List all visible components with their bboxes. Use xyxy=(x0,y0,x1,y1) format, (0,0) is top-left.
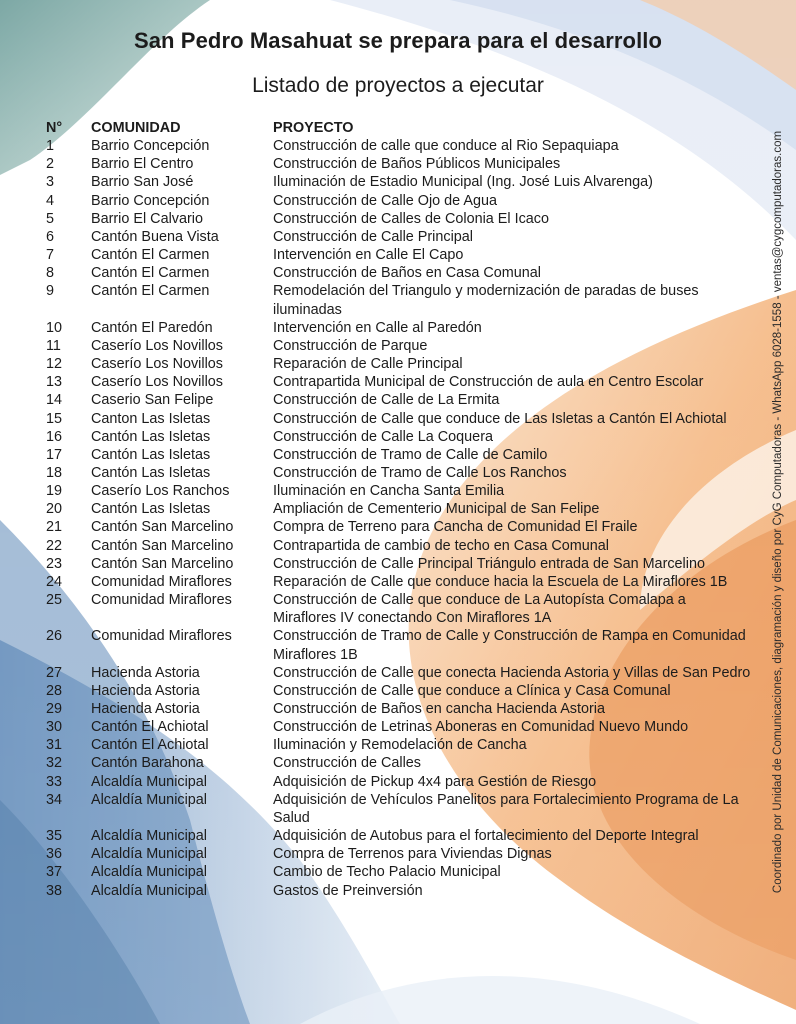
table-row xyxy=(46,718,756,736)
row-community: Cantón El Carmen xyxy=(91,265,210,282)
row-number: 37 xyxy=(46,864,63,881)
row-number: 30 xyxy=(46,719,63,736)
row-number: 33 xyxy=(46,773,63,790)
row-project: Remodelación del Triangulo y modernización de paradas de buses iluminadas xyxy=(273,283,699,318)
table-row xyxy=(46,736,756,754)
table-row xyxy=(46,373,756,391)
table-row xyxy=(46,555,756,573)
row-project: Construcción de Tramo de Calle Los Ranchos xyxy=(273,464,567,481)
row-number: 27 xyxy=(46,664,63,681)
table-row xyxy=(46,700,756,718)
row-community: Cantón San Marcelino xyxy=(91,519,234,536)
table-row xyxy=(46,627,756,663)
row-community: Hacienda Astoria xyxy=(91,701,200,717)
row-community: Alcaldía Municipal xyxy=(91,846,207,863)
row-project: Construcción de Parque xyxy=(273,337,428,354)
row-community: Alcaldía Municipal xyxy=(91,791,207,808)
row-number: 28 xyxy=(46,682,63,699)
row-number: 26 xyxy=(46,628,63,645)
row-project: Construcción de Calle que conduce de La Autopísta Comalapa a Miraflores IV conectando Con Miraflores 1A xyxy=(273,592,686,627)
row-community: Comunidad Miraflores xyxy=(91,592,232,609)
row-project: Construcción de Calles xyxy=(273,755,421,772)
row-community: Barrio Concepción xyxy=(91,138,210,155)
row-community: Comunidad Miraflores xyxy=(91,628,232,645)
row-community: Cantón El Paredón xyxy=(91,319,213,336)
table-row xyxy=(46,682,756,700)
row-community: Comunidad Miraflores xyxy=(91,573,232,590)
row-number: 20 xyxy=(46,501,63,518)
row-project: Construcción de Tramo de Calle de Camilo xyxy=(273,446,548,463)
row-community: Cantón Barahona xyxy=(91,755,204,772)
table-header-row xyxy=(46,119,756,137)
row-community: Alcaldía Municipal xyxy=(91,773,207,790)
row-community: Hacienda Astoria xyxy=(91,682,200,699)
row-number: 9 xyxy=(46,283,55,300)
row-project: Iluminación de Estadio Municipal (Ing. José Luis Alvarenga) xyxy=(273,174,653,191)
table-row xyxy=(46,173,756,191)
row-community: Barrio El Calvario xyxy=(91,210,203,227)
row-project: Construcción de Calle que conecta Hacienda Astoria y Villas de San Pedro xyxy=(273,664,751,681)
table-row xyxy=(46,754,756,772)
row-number: 13 xyxy=(46,374,63,391)
row-project: Construcción de Baños Públicos Municipales xyxy=(273,156,561,173)
row-number: 22 xyxy=(46,537,63,554)
row-community: Cantón Las Isletas xyxy=(91,428,211,445)
table-row xyxy=(46,391,756,409)
row-community: Caserio San Felipe xyxy=(91,392,214,409)
page-subtitle: Listado de proyectos a ejecutar xyxy=(252,74,544,97)
row-project: Construcción de Calle Ojo de Agua xyxy=(273,192,497,209)
table-row xyxy=(46,155,756,173)
row-project: Compra de Terreno para Cancha de Comunidad El Fraile xyxy=(273,519,638,536)
table-row xyxy=(46,446,756,464)
row-number: 15 xyxy=(46,410,63,427)
row-project: Adquisición de Pickup 4x4 para Gestión de Riesgo xyxy=(273,773,597,790)
row-community: Cantón Las Isletas xyxy=(91,464,211,481)
row-number: 32 xyxy=(46,755,63,772)
row-project: Contrapartida Municipal de Construcción de aula en Centro Escolar xyxy=(273,374,704,391)
row-project: Intervención en Calle El Capo xyxy=(273,247,464,264)
row-community: Cantón Las Isletas xyxy=(91,446,211,463)
row-community: Barrio San José xyxy=(91,174,194,191)
table-row xyxy=(46,482,756,500)
row-project: Construcción de Calle La Coquera xyxy=(273,428,493,445)
table-row xyxy=(46,664,756,682)
table-row xyxy=(46,845,756,863)
projects-table xyxy=(46,119,756,900)
row-community: Alcaldía Municipal xyxy=(91,864,207,881)
table-row xyxy=(46,573,756,591)
row-project: Construcción de Calles de Colonia El Icaco xyxy=(273,210,549,227)
row-number: 17 xyxy=(46,446,63,463)
table-row xyxy=(46,246,756,264)
row-community: Cantón San Marcelino xyxy=(91,555,234,572)
row-number: 25 xyxy=(46,592,63,609)
row-project: Adquisición de Vehículos Panelitos para Fortalecimiento Programa de La Salud xyxy=(273,791,739,826)
table-row xyxy=(46,282,756,318)
row-number: 35 xyxy=(46,828,63,845)
row-project: Construcción de calle que conduce al Rio Sepaquiapa xyxy=(273,138,619,155)
side-credit-text: Coordinado por Unidad de Comunicaciones, diagramación y diseño por CyG Computadoras - WhatsApp 6028-1558 - ventas@cygcomputadoras.com xyxy=(772,130,784,894)
row-number: 4 xyxy=(46,192,55,209)
table-row xyxy=(46,264,756,282)
row-project: Construcción de Calle Principal Triángulo entrada de San Marcelino xyxy=(273,555,705,572)
row-number: 34 xyxy=(46,791,63,808)
row-community: Hacienda Astoria xyxy=(91,664,200,681)
row-number: 21 xyxy=(46,519,63,536)
row-number: 8 xyxy=(46,265,55,282)
row-project: Reparación de Calle que conduce hacia la Escuela de La Miraflores 1B xyxy=(273,573,728,590)
table-row xyxy=(46,228,756,246)
row-number: 18 xyxy=(46,464,63,481)
row-number: 6 xyxy=(46,228,55,245)
row-project: Adquisición de Autobus para el fortalecimiento del Deporte Integral xyxy=(273,828,699,845)
row-community: Caserío Los Novillos xyxy=(91,356,223,373)
row-community: Cantón Buena Vista xyxy=(91,228,219,245)
row-community: Cantón El Achiotal xyxy=(91,719,209,736)
row-project: Construcción de Calle Principal xyxy=(273,228,473,245)
row-number: 2 xyxy=(46,156,55,173)
table-row xyxy=(46,192,756,210)
row-community: Cantón San Marcelino xyxy=(91,537,234,554)
row-project: Iluminación en Cancha Santa Emilia xyxy=(273,483,505,500)
row-number: 3 xyxy=(46,174,55,191)
row-number: 7 xyxy=(46,247,55,264)
row-number: 11 xyxy=(46,337,61,354)
row-project: Ampliación de Cementerio Municipal de San Felipe xyxy=(273,501,600,518)
table-row xyxy=(46,791,756,827)
table-row xyxy=(46,410,756,428)
table-row xyxy=(46,337,756,355)
page-title: San Pedro Masahuat se prepara para el desarrollo xyxy=(133,28,663,53)
row-project: Reparación de Calle Principal xyxy=(273,356,463,373)
table-row xyxy=(46,537,756,555)
header-community: COMUNIDAD xyxy=(91,120,181,136)
row-community: Cantón El Carmen xyxy=(91,247,210,264)
row-number: 38 xyxy=(46,882,63,899)
table-row xyxy=(46,464,756,482)
row-project: Iluminación y Remodelación de Cancha xyxy=(273,737,527,754)
row-project: Gastos de Preinversión xyxy=(273,882,423,899)
header-number: N° xyxy=(46,120,63,136)
row-community: Caserío Los Novillos xyxy=(91,337,223,354)
table-row xyxy=(46,500,756,518)
table-row xyxy=(46,863,756,881)
row-number: 14 xyxy=(46,392,63,409)
row-project: Intervención en Calle al Paredón xyxy=(273,319,482,336)
row-number: 10 xyxy=(46,319,63,336)
header-project: PROYECTO xyxy=(273,120,354,136)
table-row xyxy=(46,518,756,536)
row-community: Alcaldía Municipal xyxy=(91,828,207,845)
table-row xyxy=(46,355,756,373)
row-community: Barrio El Centro xyxy=(91,156,194,173)
row-project: Construcción de Calle que conduce de Las Isletas a Cantón El Achiotal xyxy=(273,410,727,427)
row-project: Construcción de Calle de La Ermita xyxy=(273,392,500,409)
row-project: Construcción de Baños en Casa Comunal xyxy=(273,265,541,282)
row-project: Cambio de Techo Palacio Municipal xyxy=(273,864,501,881)
table-row xyxy=(46,882,756,900)
row-number: 36 xyxy=(46,846,63,863)
row-community: Caserío Los Ranchos xyxy=(91,483,230,500)
row-community: Alcaldía Municipal xyxy=(91,882,207,899)
table-row xyxy=(46,428,756,446)
row-project: Construcción de Letrinas Aboneras en Comunidad Nuevo Mundo xyxy=(273,719,689,736)
row-number: 1 xyxy=(46,138,55,155)
row-community: Cantón El Carmen xyxy=(91,283,210,300)
row-number: 31 xyxy=(46,737,63,754)
row-project: Contrapartida de cambio de techo en Casa Comunal xyxy=(273,537,609,554)
table-row xyxy=(46,137,756,155)
row-number: 29 xyxy=(46,701,63,717)
row-number: 16 xyxy=(46,428,63,445)
table-row xyxy=(46,210,756,228)
row-community: Cantón Las Isletas xyxy=(91,501,211,518)
row-number: 23 xyxy=(46,555,63,572)
row-project: Construcción de Baños en cancha Hacienda Astoria xyxy=(273,701,605,717)
table-row xyxy=(46,591,756,627)
row-number: 12 xyxy=(46,356,63,373)
row-number: 24 xyxy=(46,573,63,590)
row-number: 5 xyxy=(46,210,55,227)
row-number: 19 xyxy=(46,483,63,500)
table-row xyxy=(46,319,756,337)
row-project: Construcción de Tramo de Calle y Construcción de Rampa en Comunidad Miraflores 1B xyxy=(273,628,746,663)
row-community: Caserío Los Novillos xyxy=(91,374,223,391)
row-community: Canton Las Isletas xyxy=(91,410,211,427)
row-community: Barrio Concepción xyxy=(91,192,210,209)
row-project: Compra de Terrenos para Viviendas Dignas xyxy=(273,846,552,863)
table-row xyxy=(46,827,756,845)
row-project: Construcción de Calle que conduce a Clínica y Casa Comunal xyxy=(273,682,671,699)
row-community: Cantón El Achiotal xyxy=(91,737,209,754)
table-row xyxy=(46,773,756,791)
